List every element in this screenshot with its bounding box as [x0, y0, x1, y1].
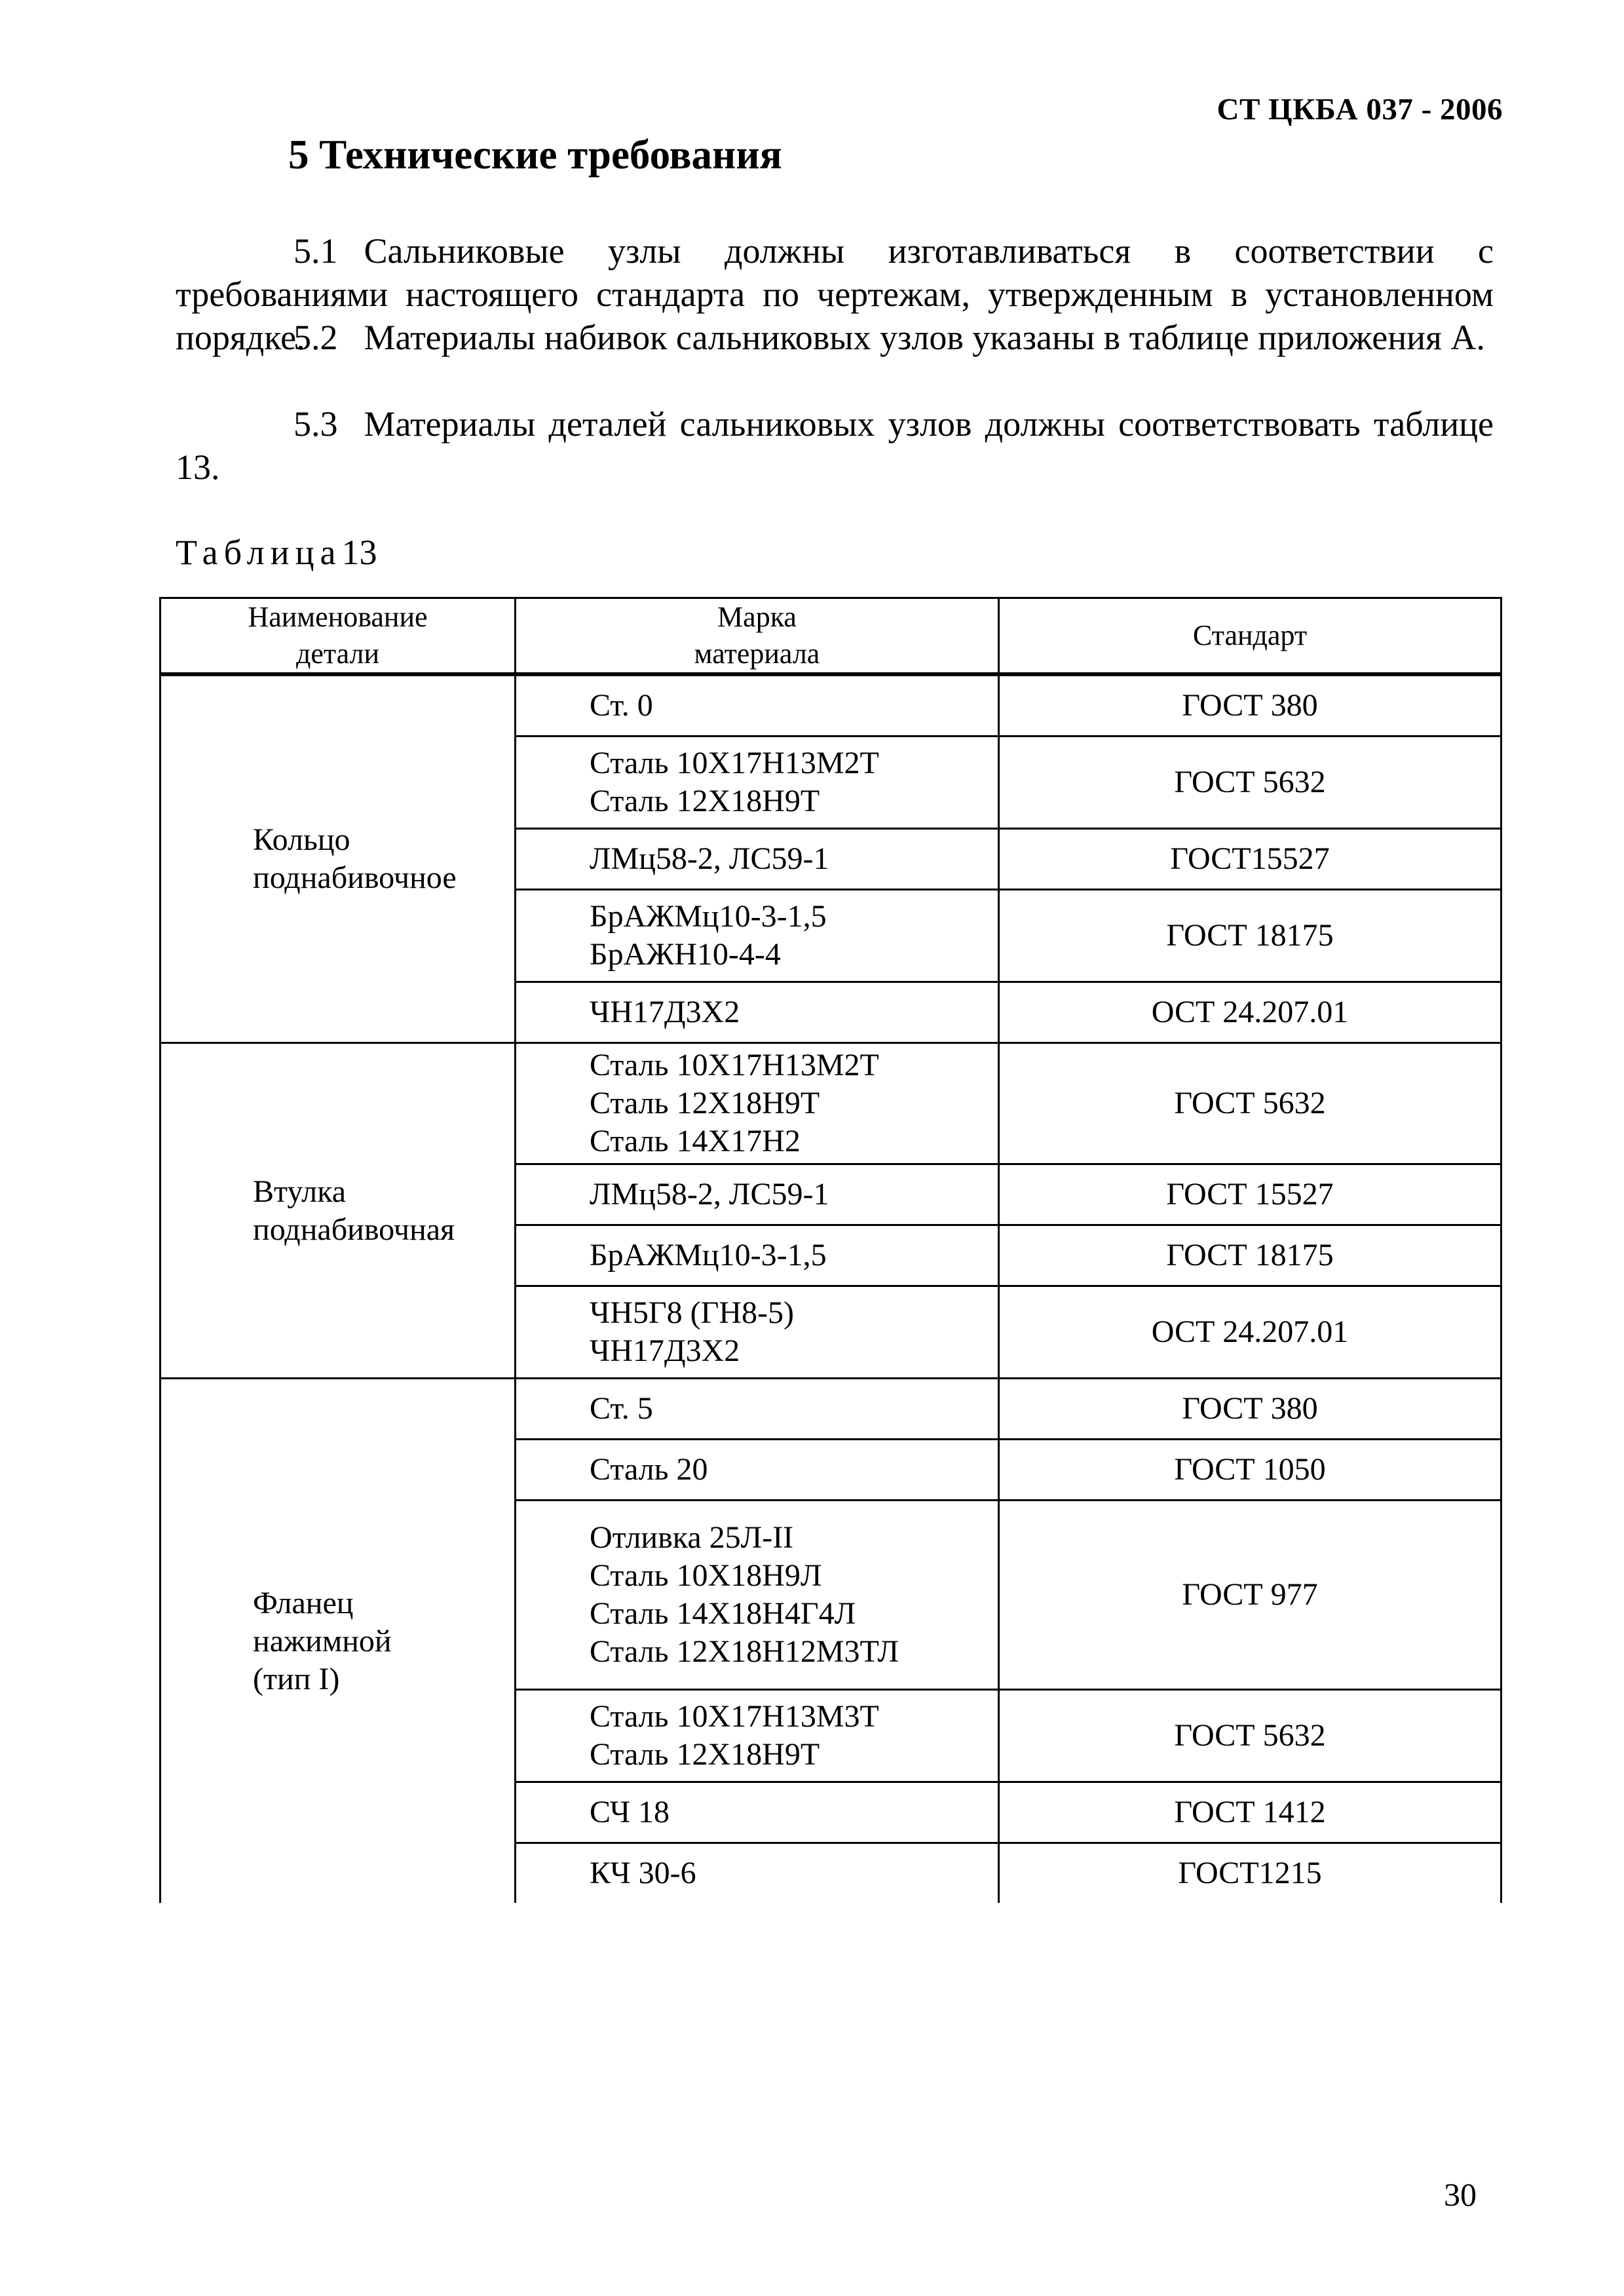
- material-cell: [516, 982, 999, 1043]
- material-cell: [516, 1225, 999, 1286]
- material-grade: Сталь 14Х18Н4Г4Л: [590, 1596, 856, 1631]
- material-cell: [516, 1379, 999, 1440]
- standard-cell: ГОСТ 1412: [999, 1782, 1501, 1843]
- material-cell: [516, 1843, 999, 1904]
- table-caption-word: Таблица: [176, 533, 342, 572]
- part-name-line: (тип I): [253, 1661, 340, 1696]
- material-grade: Отливка 25Л-II: [590, 1520, 794, 1555]
- paragraph-text: Сальниковые узлы должны изготавливаться в соответствии с требованиями настоящего стандарта по чертежам, утвержденным в установленном порядке.: [176, 231, 1494, 357]
- part-name-line: Втулка: [253, 1174, 347, 1209]
- standard-cell: ОСТ 24.207.01: [999, 982, 1501, 1043]
- part-name-cell: [161, 674, 516, 1043]
- material-cell: [516, 1043, 999, 1164]
- materials-table: [159, 597, 1502, 1903]
- header-material-line-1: Марка: [717, 601, 797, 633]
- part-name-cell: [161, 1043, 516, 1379]
- part-name-line: поднабивочная: [253, 1212, 455, 1247]
- standard-cell: ГОСТ 380: [999, 674, 1501, 737]
- part-name-line: нажимной: [253, 1623, 392, 1658]
- material-cell: [516, 1440, 999, 1501]
- table-row: [161, 674, 1501, 737]
- table-caption-number: 13: [341, 533, 377, 572]
- standard-cell: ГОСТ 977: [999, 1501, 1501, 1690]
- standard-cell: ГОСТ 18175: [999, 890, 1501, 982]
- material-grade: Ст. 0: [590, 688, 653, 723]
- header-part-line-1: Наименование: [248, 601, 428, 633]
- material-grade: Сталь 12Х18Н12М3ТЛ: [590, 1634, 899, 1669]
- material-grade: Сталь 10Х17Н13М2Т: [590, 1048, 879, 1082]
- material-grade: Сталь 14Х17Н2: [590, 1124, 801, 1158]
- material-grade: Сталь 12Х18Н9Т: [590, 1737, 820, 1772]
- header-standard: Стандарт: [999, 598, 1501, 675]
- table-caption: [176, 532, 377, 573]
- header-part-line-2: детали: [295, 638, 380, 670]
- standard-cell: ОСТ 24.207.01: [999, 1286, 1501, 1379]
- material-cell: [516, 829, 999, 890]
- material-grade: Сталь 10Х17Н13М3Т: [590, 1699, 879, 1734]
- document-code: СТ ЦКБА 037 - 2006: [1217, 92, 1503, 126]
- material-grade: Сталь 20: [590, 1452, 708, 1487]
- standard-cell: ГОСТ 380: [999, 1379, 1501, 1440]
- material-cell: [516, 737, 999, 829]
- material-grade: БрАЖН10-4-4: [590, 937, 781, 972]
- standard-cell: ГОСТ 15527: [999, 1164, 1501, 1225]
- material-grade: ЛМц58-2, ЛС59-1: [590, 1177, 829, 1212]
- material-grade: Сталь 12Х18Н9Т: [590, 1086, 820, 1120]
- material-grade: КЧ 30-6: [590, 1856, 696, 1890]
- material-grade: Сталь 10Х17Н13М2Т: [590, 746, 879, 780]
- part-name-line: поднабивочное: [253, 860, 457, 895]
- standard-cell: ГОСТ1215: [999, 1843, 1501, 1904]
- part-name-cell: [161, 1379, 516, 1904]
- table-header-row: [161, 598, 1501, 675]
- section-title: 5 Технические требования: [288, 132, 782, 178]
- material-cell: [516, 890, 999, 982]
- standard-cell: ГОСТ 5632: [999, 1690, 1501, 1782]
- paragraph-text: Материалы набивок сальниковых узлов указаны в таблице приложения А.: [364, 318, 1485, 357]
- material-cell: [516, 674, 999, 737]
- part-name-line: Фланец: [253, 1585, 354, 1620]
- material-grade: ЛМц58-2, ЛС59-1: [590, 841, 829, 876]
- table-row: [161, 1379, 1501, 1440]
- header-part-name: [161, 598, 516, 675]
- paragraph-number: 5.3: [293, 404, 338, 444]
- material-cell: [516, 1782, 999, 1843]
- standard-cell: ГОСТ 5632: [999, 1043, 1501, 1164]
- paragraph-text: Материалы деталей сальниковых узлов должны соответствовать таблице 13.: [176, 404, 1494, 487]
- material-grade: Сталь 12Х18Н9Т: [590, 784, 820, 818]
- paragraph-number: 5.2: [293, 318, 338, 357]
- material-cell: [516, 1164, 999, 1225]
- paragraph-5-2: [176, 316, 1494, 359]
- header-material-grade: [516, 598, 999, 675]
- material-cell: [516, 1690, 999, 1782]
- material-grade: БрАЖМц10-3-1,5: [590, 1238, 827, 1272]
- standard-cell: ГОСТ15527: [999, 829, 1501, 890]
- material-grade: СЧ 18: [590, 1795, 670, 1829]
- standard-cell: ГОСТ 1050: [999, 1440, 1501, 1501]
- table-row: [161, 1043, 1501, 1164]
- paragraph-number: 5.1: [293, 231, 338, 271]
- table-body: [161, 674, 1501, 1903]
- material-grade: ЧН5Г8 (ГН8-5): [590, 1295, 794, 1330]
- header-material-line-2: материала: [694, 638, 820, 670]
- material-cell: [516, 1286, 999, 1379]
- material-grade: БрАЖМц10-3-1,5: [590, 899, 827, 934]
- paragraph-5-3: [176, 402, 1494, 489]
- page-number: 30: [1444, 2176, 1477, 2213]
- standard-cell: ГОСТ 5632: [999, 737, 1501, 829]
- material-cell: [516, 1501, 999, 1690]
- material-grade: Ст. 5: [590, 1391, 653, 1426]
- material-grade: Сталь 10Х18Н9Л: [590, 1558, 822, 1593]
- material-grade: ЧН17Д3Х2: [590, 995, 740, 1029]
- material-grade: ЧН17Д3Х2: [590, 1333, 740, 1368]
- part-name-line: Кольцо: [253, 822, 350, 857]
- standard-cell: ГОСТ 18175: [999, 1225, 1501, 1286]
